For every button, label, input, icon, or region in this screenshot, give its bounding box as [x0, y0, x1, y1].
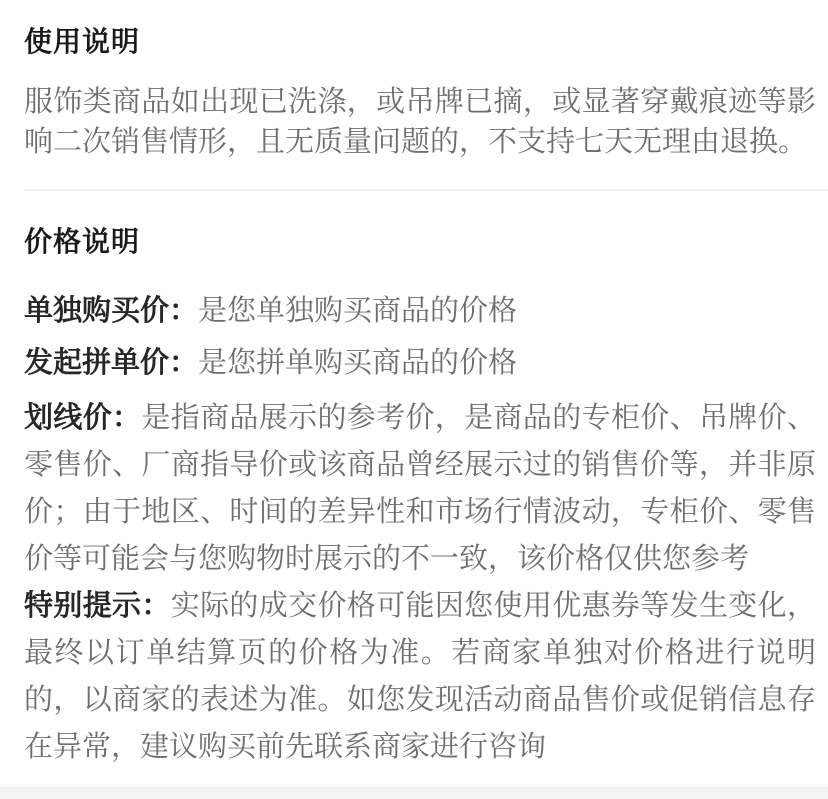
- price-term-definition: 是指商品展示的参考价，是商品的专柜价、吊牌价、零售价、厂商指导价或该商品曾经展示过的销售价等，并非原价；由于地区、时间的差异性和市场行情波动，专柜价、零售价等可能会与您购物时展示的不一致，该价格仅供您参考: [24, 402, 816, 575]
- price-term-definition: 是您单独购买商品的价格: [198, 295, 518, 327]
- price-definition-row: [24, 343, 816, 383]
- price-term-label: 单独购买价：: [24, 295, 199, 327]
- price-section-title: 价格说明: [24, 226, 141, 257]
- usage-section-title: 使用说明: [24, 26, 141, 57]
- description-panel: [0, 0, 828, 162]
- usage-section: [24, 0, 816, 162]
- section-divider: [24, 189, 828, 191]
- price-panel: [0, 227, 828, 771]
- usage-section-body: 服饰类商品如出现已洗涤，或吊牌已摘，或显著穿戴痕迹等影响二次销售情形，且无质量问题的，不支持七天无理由退换。: [24, 86, 816, 158]
- price-term-label: 发起拼单价：: [24, 347, 199, 379]
- price-section: [24, 227, 816, 771]
- price-term-definition: 是您拼单购买商品的价格: [198, 347, 518, 379]
- price-definition-row: [24, 395, 816, 583]
- price-definition-row: [24, 583, 816, 771]
- price-term-definition: 实际的成交价格可能因您使用优惠券等发生变化，最终以订单结算页的价格为准。若商家单独对价格进行说明的，以商家的表述为准。如您发现活动商品售价或促销信息存在异常，建议购买前先联系商家进行咨询: [24, 590, 816, 763]
- section-separator-bar: [0, 787, 828, 799]
- price-definition-row: [24, 291, 816, 331]
- price-term-label: 特别提示：: [24, 590, 171, 622]
- price-term-label: 划线价：: [24, 402, 142, 434]
